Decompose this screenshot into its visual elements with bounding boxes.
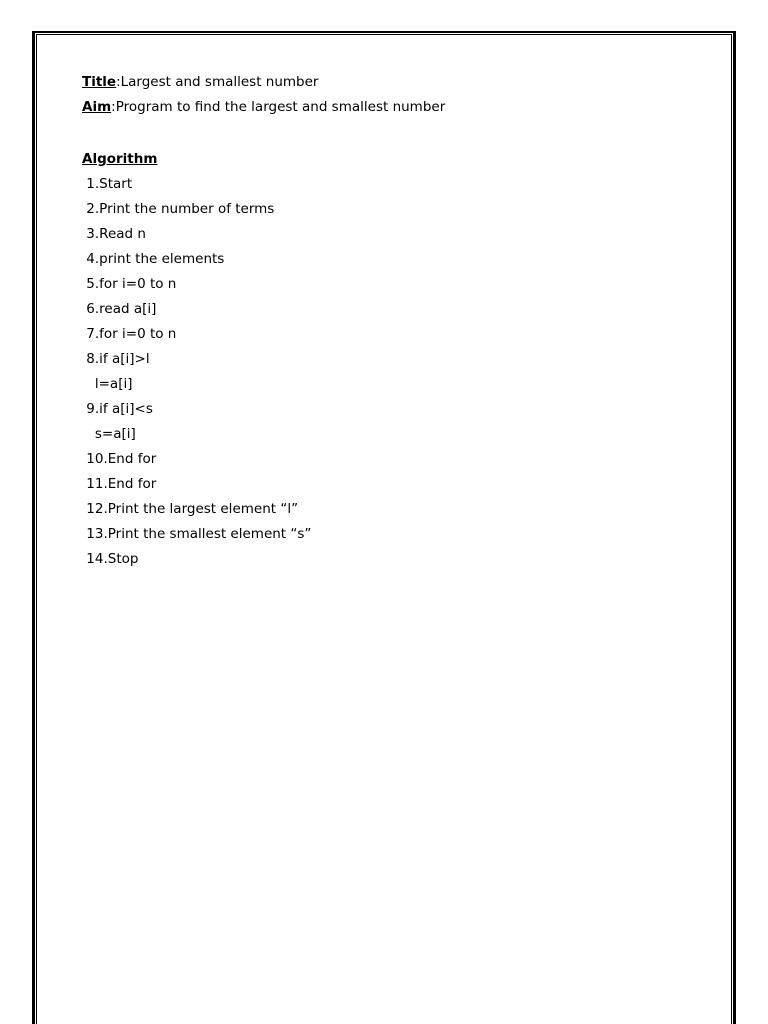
algorithm-step: 12.Print the largest element “l” [82,501,299,517]
algorithm-steps [82,172,682,572]
algorithm-step: 3.Read n [82,226,146,242]
algorithm-heading: Algorithm [82,151,158,167]
algorithm-step: 6.read a[i] [82,301,157,317]
algorithm-step: 11.End for [82,476,157,492]
title-text: :Largest and smallest number [116,74,319,90]
algorithm-step: 4.print the elements [82,251,225,267]
aim-line [82,95,682,120]
title-label: Title [82,74,117,90]
algorithm-step: 10.End for [82,451,157,467]
algorithm-step: 14.Stop [82,551,139,567]
algorithm-step: 1.Start [82,176,133,192]
algorithm-step: 7.for i=0 to n [82,326,177,342]
spacer [82,120,682,147]
algorithm-step: 5.for i=0 to n [82,276,177,292]
title-line [82,70,682,95]
algorithm-step: 2.Print the number of terms [82,201,275,217]
aim-text: :Program to find the largest and smallest number [111,99,446,115]
algorithm-step: 8.if a[i]>l [82,351,150,367]
document-content [82,70,682,572]
algorithm-step: 9.if a[i]<s [82,401,153,417]
algorithm-step: 13.Print the smallest element “s” [82,526,312,542]
algorithm-step: l=a[i] [82,376,133,392]
algorithm-step: s=a[i] [82,426,136,442]
aim-label: Aim [82,99,112,115]
algorithm-heading-line [82,147,682,172]
